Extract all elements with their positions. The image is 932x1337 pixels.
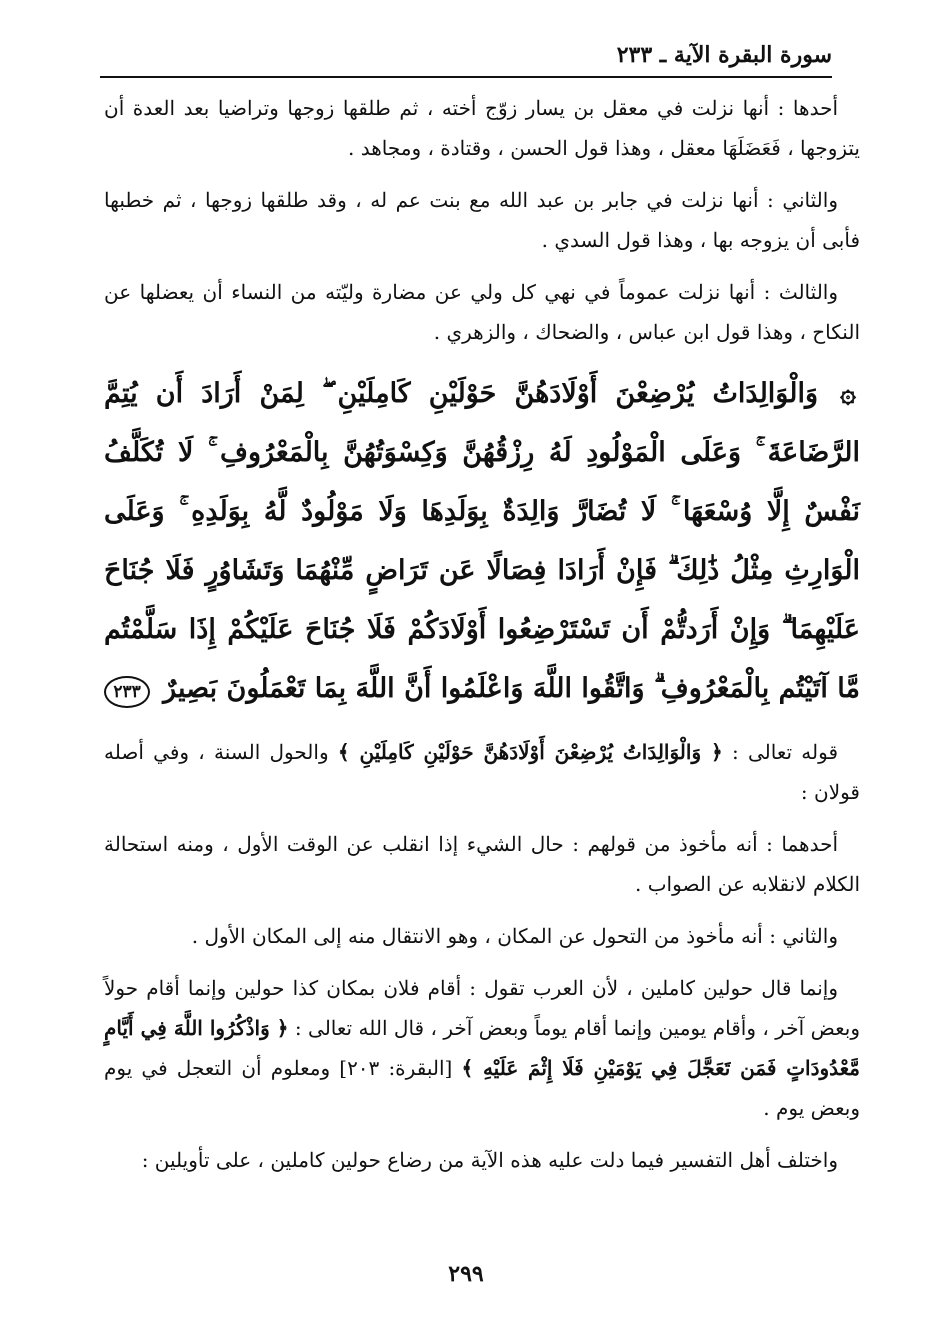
verse-text: وَالْوَالِدَاتُ يُرْضِعْنَ أَوْلَادَهُنَّ حَوْلَيْنِ كَامِلَيْنِ ۖ لِمَنْ أَرَادَ أَن يُتِمَّ الرَّضَاعَةَ ۚ وَعَلَى الْمَوْلُودِ لَهُ رِزْقُهُنَّ وَكِسْوَتُهُنَّ بِالْمَعْرُوفِ ۚ لَا تُكَلَّفُ نَفْسٌ إِلَّا وُسْعَهَا ۚ لَا تُضَارَّ وَالِدَةٌ بِوَلَدِهَا وَلَا مَوْلُودٌ لَّهُ بِوَلَدِهِ ۚ وَعَلَى الْوَارِثِ مِثْلُ ذَٰلِكَ ۗ فَإِنْ أَرَادَا فِصَالًا عَن تَرَاضٍ مِّنْهُمَا وَتَشَاوُرٍ فَلَا جُنَاحَ عَلَيْهِمَا ۗ وَإِنْ أَرَدتُّمْ أَن تَسْتَرْضِعُوا أَوْلَادَكُمْ فَلَا جُنَاحَ عَلَيْكُمْ إِذَا سَلَّمْتُم مَّا آتَيْتُم بِالْمَعْرُوفِ ۗ وَاتَّقُوا اللَّهَ وَاعْلَمُوا أَنَّ اللَّهَ بِمَا تَعْمَلُونَ بَصِيرٌ bbox=[104, 378, 860, 704]
quoted-verse: ﴿ وَالْوَالِدَاتُ يُرْضِعْنَ أَوْلَادَهُنَّ حَوْلَيْنِ كَامِلَيْنِ ﴾ bbox=[337, 740, 723, 764]
paragraph-first-view: أحدها : أنها نزلت في معقل بن يسار زوّج أخته ، ثم طلقها زوجها وتراضيا بعد العدة أن يتزوجها ، فَعَضَلَهَا معقل ، وهذا قول الحسن ، وقتادة ، ومجاهد . bbox=[104, 96, 860, 160]
page-body bbox=[104, 88, 860, 1192]
commentary-paragraph-2: أحدهما : أنه مأخوذ من قولهم : حال الشيء إذا انقلب عن الوقت الأول ، ومنه استحالة الكلام لانقلابه عن الصواب . bbox=[104, 832, 860, 896]
commentary-paragraph-3: والثاني : أنه مأخوذ من التحول عن المكان ، وهو الانتقال منه إلى المكان الأول . bbox=[191, 924, 838, 948]
commentary-citation: [البقرة: ٢٠٣] ومعلوم أن التعجل في يوم وبعض يوم . bbox=[104, 1056, 860, 1120]
rub-el-hizb-icon: ۞ bbox=[840, 378, 856, 409]
quran-verse-block bbox=[104, 364, 860, 718]
quoted-verse: ﴿ وَاذْكُرُوا اللَّهَ فِي أَيَّامٍ مَّعْدُودَاتٍ فَمَن تَعَجَّلَ فِي يَوْمَيْنِ فَلَا إِثْمَ عَلَيْهِ ﴾ bbox=[104, 1016, 861, 1080]
commentary-paragraph-5: واختلف أهل التفسير فيما دلت عليه هذه الآية من رضاع حولين كاملين ، على تأويلين : bbox=[141, 1148, 838, 1172]
header-title: سورة البقرة الآية ـ ٢٣٣ bbox=[616, 42, 832, 68]
commentary-paragraph-1 bbox=[104, 732, 860, 812]
commentary-lead: قوله تعالى : bbox=[731, 740, 839, 764]
commentary-text: والحول السنة ، وفي أصله قولان : bbox=[104, 740, 860, 804]
commentary-paragraph-4 bbox=[104, 968, 860, 1128]
paragraph-third-view: والثالث : أنها نزلت عموماً في نهي كل ولي عن مضارة وليّته من النساء أن يعضلها عن النكاح ، وهذا قول ابن عباس ، والضحاك ، والزهري . bbox=[104, 280, 860, 344]
paragraph-second-view: والثاني : أنها نزلت في جابر بن عبد الله مع بنت عم له ، وقد طلقها زوجها ، ثم خطبها فأبى أن يزوجه بها ، وهذا قول السدي . bbox=[104, 188, 860, 252]
page-number: ٢٩٩ bbox=[448, 1261, 484, 1287]
commentary-text: وإنما قال حولين كاملين ، لأن العرب تقول : أقام فلان بمكان كذا حولين وإنما أقام حولاً وبعض آخر ، وأقام يومين وإنما أقام يوماً وبعض آخر ، قال الله تعالى : bbox=[104, 976, 860, 1040]
running-header bbox=[100, 40, 832, 78]
verse-number-badge: ٢٣٣ bbox=[104, 676, 149, 708]
